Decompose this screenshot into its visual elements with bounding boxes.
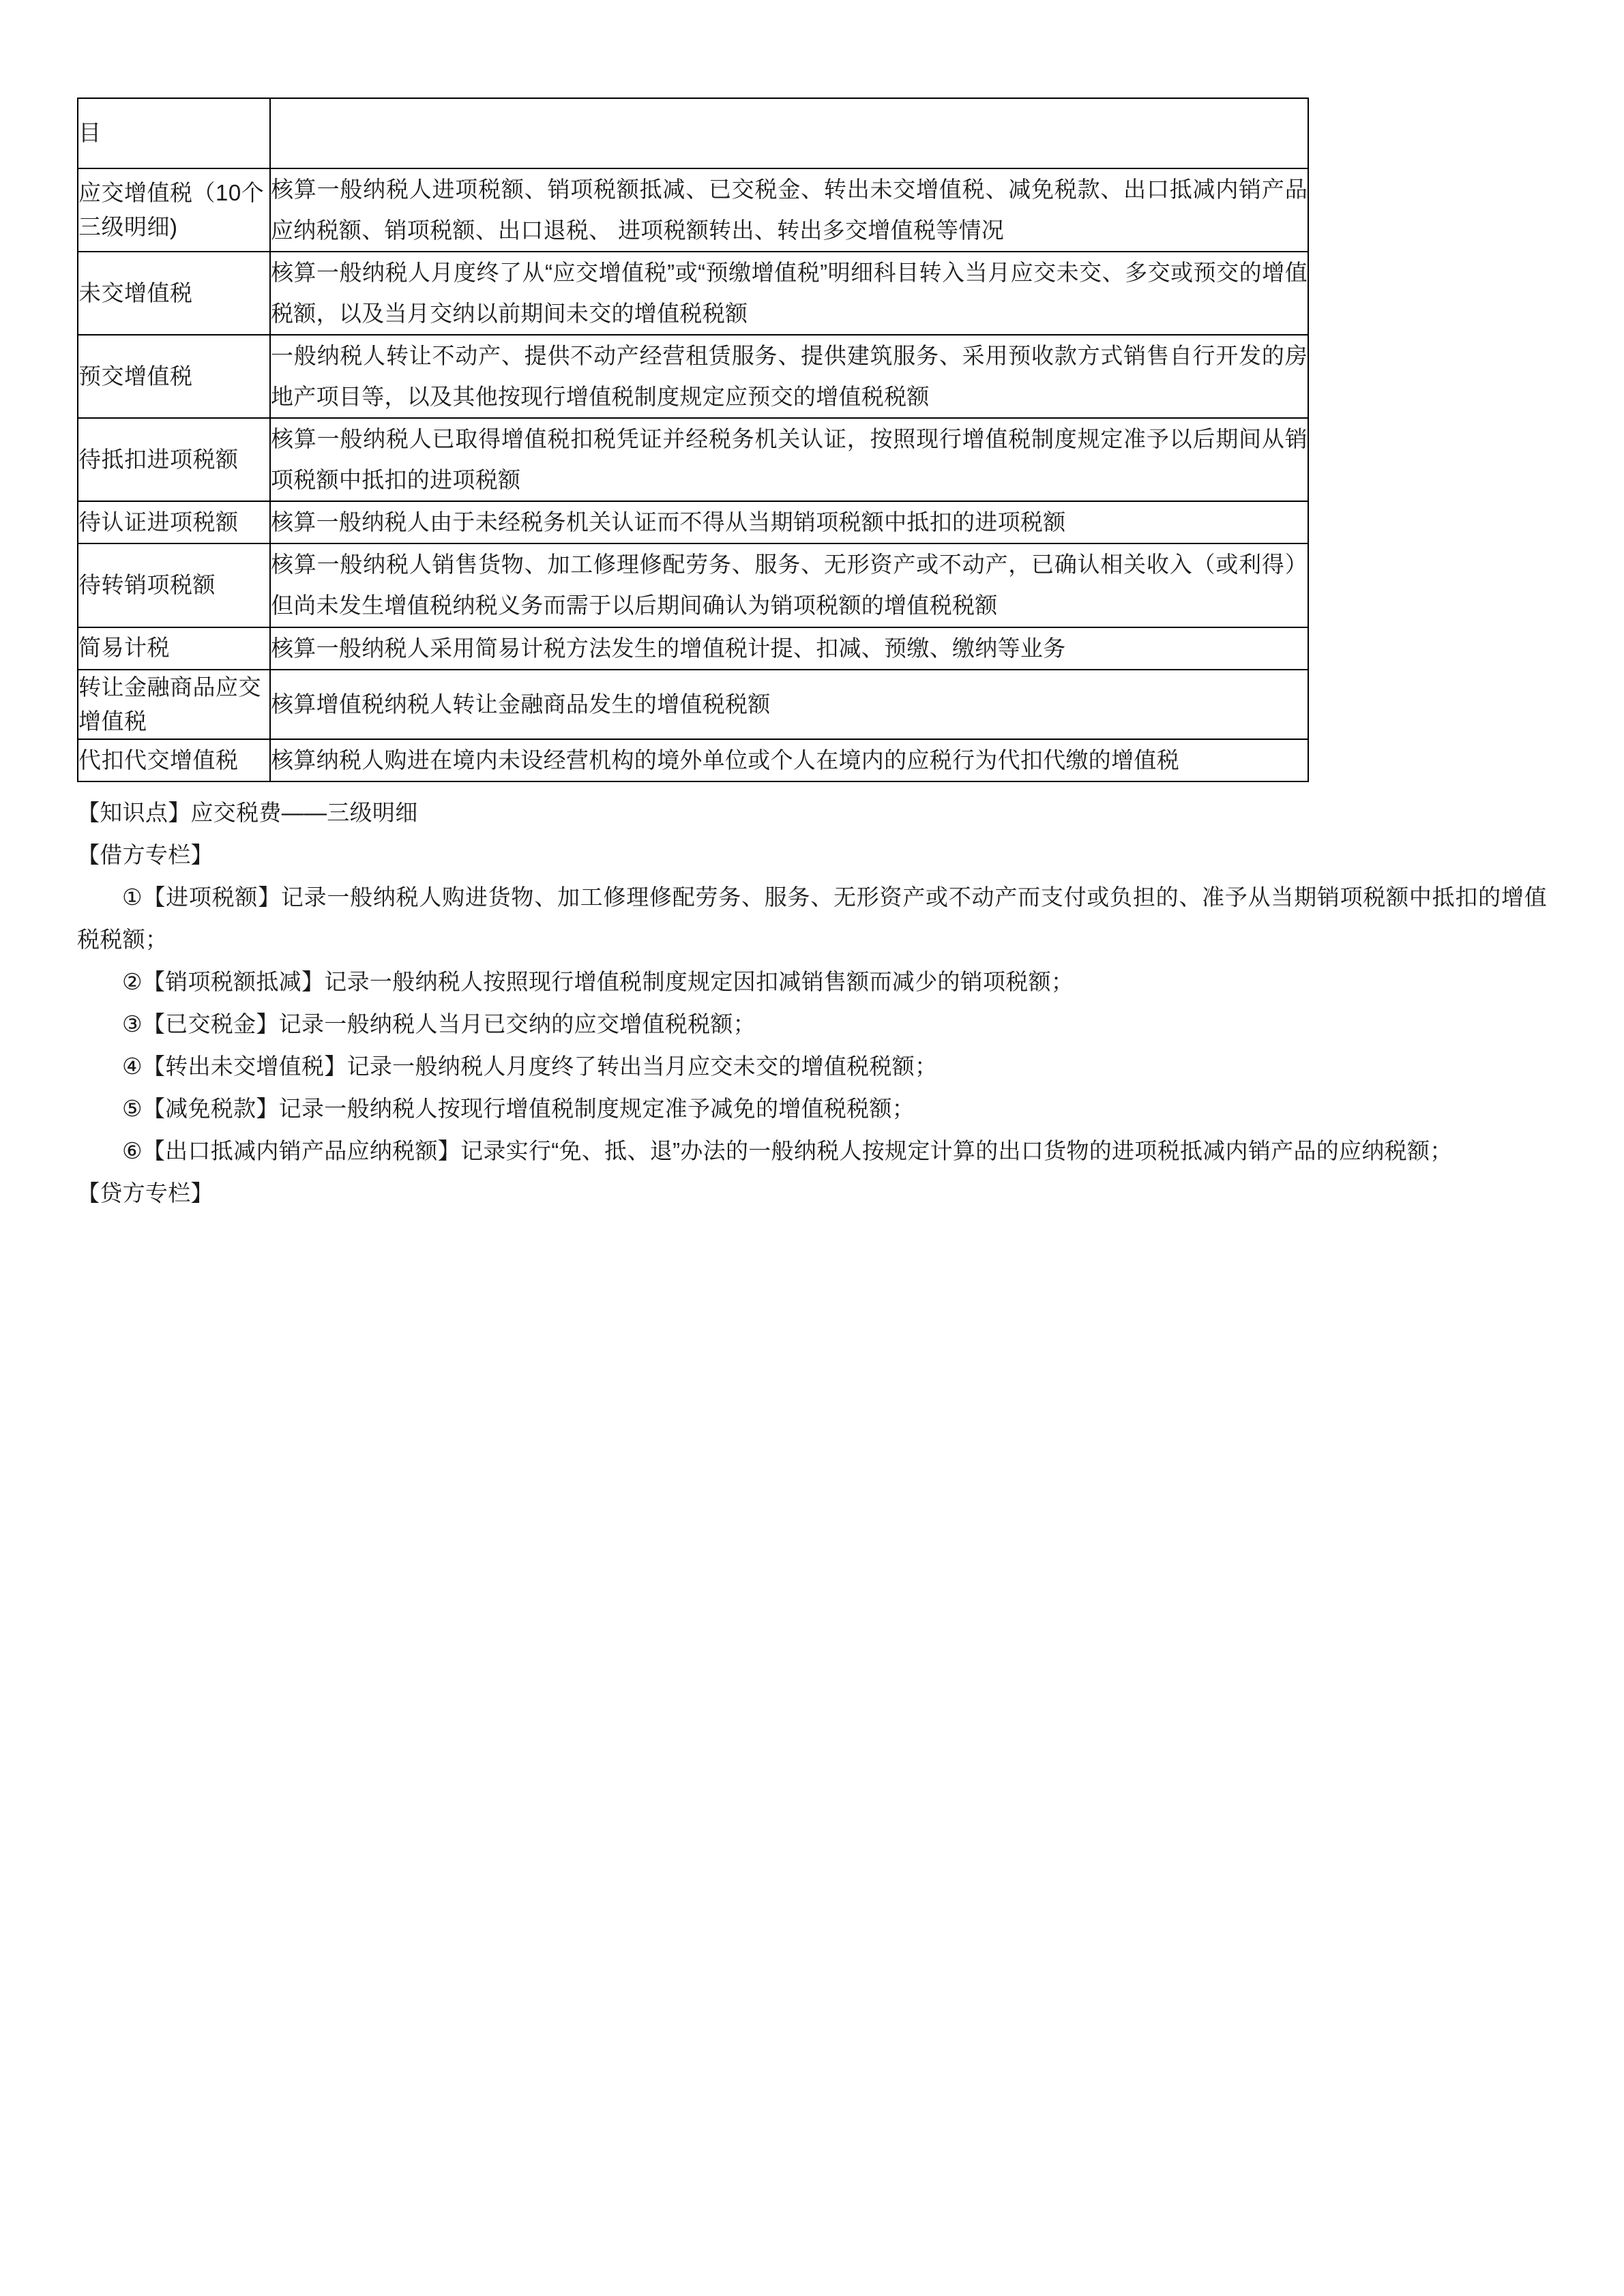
row-subject: 待转销项税额 xyxy=(78,543,270,627)
row-description: 核算一般纳税人由于未经税务机关认证而不得从当期销项税额中抵扣的进项税额 xyxy=(270,501,1308,543)
row-subject: 简易计税 xyxy=(78,627,270,670)
row-description: 一般纳税人转让不动产、提供不动产经营租赁服务、提供建筑服务、采用预收款方式销售自行开发的房地产项目等，以及其他按现行增值税制度规定应预交的增值税税额 xyxy=(270,335,1308,418)
debit-column-heading: 【借方专栏】 xyxy=(77,841,213,867)
row-subject: 代扣代交增值税 xyxy=(78,739,270,781)
row-subject: 待认证进项税额 xyxy=(78,501,270,543)
table-row xyxy=(78,335,1308,418)
row-subject: 预交增值税 xyxy=(78,335,270,418)
debit-item-6: ⑥【出口抵减内销产品应纳税额】记录实行“免、抵、退”办法的一般纳税人按规定计算的出口货物的进项税抵减内销产品的应纳税额； xyxy=(122,1138,1453,1164)
row-description: 核算一般纳税人销售货物、加工修理修配劳务、服务、无形资产或不动产，已确认相关收入（或利得）但尚未发生增值税纳税义务而需于以后期间确认为销项税额的增值税税额 xyxy=(270,543,1308,627)
row-subject: 未交增值税 xyxy=(78,252,270,335)
vat-subject-table xyxy=(77,98,1309,782)
notes-section xyxy=(0,792,1624,1214)
row-description: 核算一般纳税人月度终了从“应交增值税”或“预缴增值税”明细科目转入当月应交未交、多交或预交的增值税额，以及当月交纳以前期间未交的增值税税额 xyxy=(270,252,1308,335)
row-subject: 待抵扣进项税额 xyxy=(78,418,270,501)
debit-item-1: ①【进项税额】记录一般纳税人购进货物、加工修理修配劳务、服务、无形资产或不动产而支付或负担的、准予从当期销项税额中抵扣的增值税税额； xyxy=(77,884,1547,953)
row-description: 核算纳税人购进在境内未设经营机构的境外单位或个人在境内的应税行为代扣代缴的增值税 xyxy=(270,739,1308,781)
knowledge-point-heading: 【知识点】应交税费——三级明细 xyxy=(77,799,418,825)
table-row xyxy=(78,252,1308,335)
row-subject: 转让金融商品应交增值税 xyxy=(78,670,270,739)
credit-column-heading: 【贷方专栏】 xyxy=(77,1180,213,1206)
table-row xyxy=(78,543,1308,627)
table-header-row xyxy=(78,98,1308,168)
debit-item-4: ④【转出未交增值税】记录一般纳税人月度终了转出当月应交未交的增值税税额； xyxy=(122,1054,938,1079)
table-row xyxy=(78,627,1308,670)
row-description: 核算增值税纳税人转让金融商品发生的增值税税额 xyxy=(270,670,1308,739)
row-description: 核算一般纳税人采用简易计税方法发生的增值税计提、扣减、预缴、缴纳等业务 xyxy=(270,627,1308,670)
table-row xyxy=(78,670,1308,739)
row-subject: 应交增值税（10个三级明细) xyxy=(78,168,270,252)
debit-item-5: ⑤【减免税款】记录一般纳税人按现行增值税制度规定准予减免的增值税税额； xyxy=(122,1096,915,1122)
table-row xyxy=(78,168,1308,252)
table-row xyxy=(78,418,1308,501)
table-row xyxy=(78,501,1308,543)
row-description: 核算一般纳税人进项税额、销项税额抵减、已交税金、转出未交增值税、减免税款、出口抵减内销产品应纳税额、销项税额、出口退税、 进项税额转出、转出多交增值税等情况 xyxy=(270,168,1308,252)
table-header-cell-subject: 目 xyxy=(78,98,270,168)
table-header-cell-description xyxy=(270,98,1308,168)
table-container xyxy=(0,98,1624,782)
debit-item-3: ③【已交税金】记录一般纳税人当月已交纳的应交增值税税额； xyxy=(122,1011,756,1037)
row-description: 核算一般纳税人已取得增值税扣税凭证并经税务机关认证，按照现行增值税制度规定准予以后期间从销项税额中抵扣的进项税额 xyxy=(270,418,1308,501)
table-row xyxy=(78,739,1308,781)
debit-item-2: ②【销项税额抵减】记录一般纳税人按照现行增值税制度规定因扣减销售额而减少的销项税额； xyxy=(122,969,1074,995)
